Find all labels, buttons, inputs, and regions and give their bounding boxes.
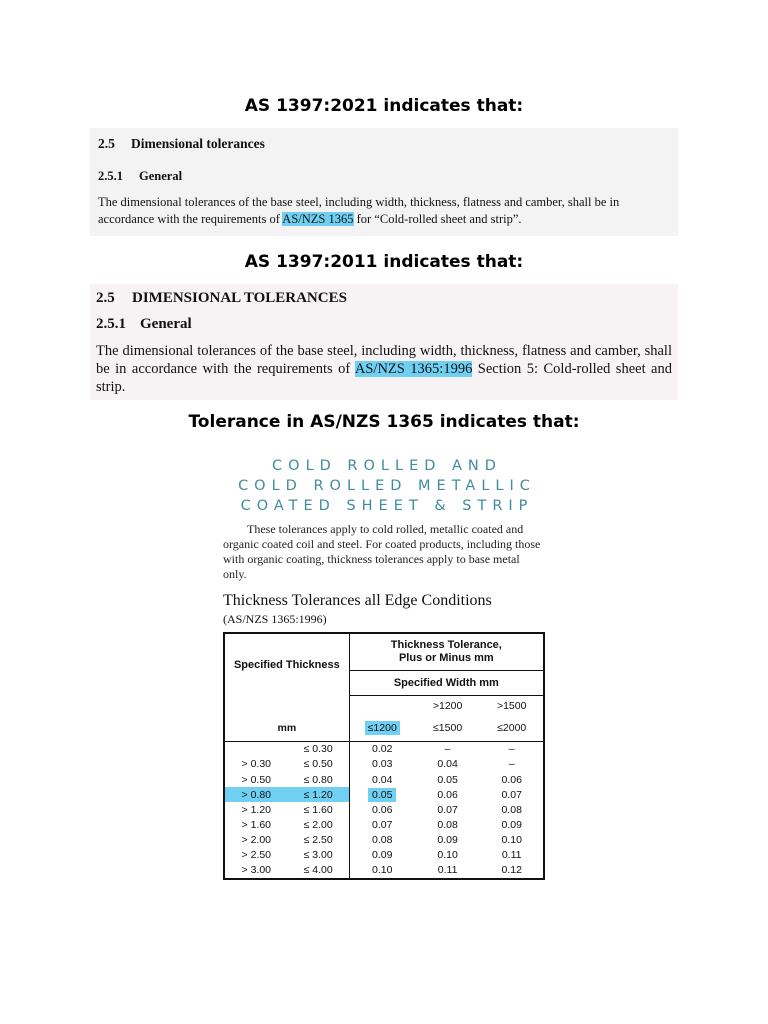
row-from [224,741,288,757]
row-to: ≤ 4.00 [288,863,350,879]
row-v1-text: 0.03 [372,758,393,771]
table-row [224,863,544,879]
brochure-title-line2: COLD ROLLED METALLIC [238,478,536,494]
excerpt-as1397-2011 [90,284,678,400]
width-col2-bottom: ≤1500 [415,716,481,741]
row-to: ≤ 1.60 [288,802,350,817]
row-v2: 0.09 [437,833,458,846]
row-v1 [349,757,415,772]
excerpt-as1397-2021 [90,128,678,236]
table-row [224,802,544,817]
width-col1-bottom-text: ≤1200 [365,721,400,735]
row-v1 [349,817,415,832]
table-row [224,847,544,862]
body-text-end: Section 5: Cold-rolled sheet and strip. [96,361,672,395]
row-v2: – [444,743,451,756]
highlighted-reference: AS/NZS 1365 [282,212,354,226]
heading-asnzs1365: Tolerance in AS/NZS 1365 indicates that: [188,412,580,432]
row-v1 [349,863,415,879]
brochure-intro [223,522,543,582]
row-v2: 0.05 [437,773,458,786]
row-v2: 0.10 [437,849,458,862]
row-v1-text: 0.02 [372,743,393,756]
row-v2: 0.06 [437,788,458,801]
section-number: 2.5 [96,290,115,306]
table-row [224,832,544,847]
row-to: ≤ 0.80 [288,772,350,787]
brochure-title-line1: COLD ROLLED AND [272,458,502,474]
brochure-title [222,456,552,516]
subsection-number: 2.5.1 [96,316,126,332]
row-v3: 0.06 [501,773,522,786]
row-to: ≤ 2.50 [288,832,350,847]
specified-thickness-header: Specified Thickness [224,633,349,696]
row-v1-text: 0.05 [368,788,396,802]
row-v1 [349,772,415,787]
row-v2: 0.07 [437,803,458,816]
width-col3-top: >1500 [496,700,527,713]
thickness-tolerance-table [223,632,545,880]
row-v1-text: 0.04 [372,773,393,786]
row-v1-text: 0.10 [372,864,393,877]
width-col1-top [349,696,415,716]
row-v2: 0.04 [437,758,458,771]
tolerance-header-line1: Thickness Tolerance, [390,639,502,652]
body-text: The dimensional tolerances of the base steel, including width, thickness, flatness and camber, shall be in accordance with the requirements of [98,195,620,226]
excerpt-body [96,342,672,396]
width-col1-bottom [349,716,415,741]
row-v3: 0.10 [501,833,522,846]
specified-width-header: Specified Width mm [349,671,544,696]
row-v1 [349,787,415,802]
section-title: DIMENSIONAL TOLERANCES [132,290,347,306]
row-from: > 3.00 [241,864,272,877]
row-from: > 0.30 [241,758,272,771]
row-v1-text: 0.09 [372,849,393,862]
row-from: > 2.00 [241,833,272,846]
row-v3: 0.12 [501,864,522,877]
table-row [224,772,544,787]
row-to: ≤ 0.30 [288,741,350,757]
row-v2: 0.11 [437,864,458,877]
row-v1 [349,741,415,757]
body-text: The dimensional tolerances of the base steel, including width, thickness, flatness and camber, shall be in accordance with the requirements of [96,343,672,377]
row-v3: 0.11 [501,849,522,862]
row-to: ≤ 3.00 [288,847,350,862]
row-v3: 0.07 [501,788,522,801]
table-row [224,817,544,832]
row-to: ≤ 1.20 [288,787,350,802]
row-v1 [349,802,415,817]
subsection-title: General [140,316,192,332]
row-from: > 1.20 [241,803,272,816]
section-number: 2.5 [98,136,115,151]
table-subtitle: (AS/NZS 1365:1996) [223,612,327,626]
width-col2-top: >1200 [432,700,463,713]
row-from: > 0.50 [241,773,272,786]
heading-as1397-2021: AS 1397:2021 indicates that: [244,96,524,116]
row-v2: 0.08 [437,818,458,831]
highlighted-reference: AS/NZS 1365:1996 [354,361,473,377]
table-row [224,741,544,757]
row-to: ≤ 0.50 [288,757,350,772]
subsection-number: 2.5.1 [98,169,123,183]
row-from: > 0.80 [224,787,288,802]
table-row-highlighted [224,787,544,802]
row-v1 [349,847,415,862]
heading-as1397-2011: AS 1397:2011 indicates that: [244,252,524,272]
row-from: > 1.60 [241,818,272,831]
tolerance-header-line2: Plus or Minus mm [398,652,494,665]
section-title: Dimensional tolerances [131,136,265,151]
row-v1-text: 0.08 [372,833,393,846]
row-v3: 0.08 [501,803,522,816]
subsection-title: General [139,169,183,183]
row-v1 [349,832,415,847]
table-row [224,757,544,772]
tolerance-header [349,633,544,671]
row-v3: – [508,758,515,771]
row-from: > 2.50 [241,849,272,862]
excerpt-body [98,194,670,228]
row-v3: – [508,743,515,756]
row-to: ≤ 2.00 [288,817,350,832]
row-v3: 0.09 [501,818,522,831]
brochure-title-line3: COATED SHEET & STRIP [240,498,534,514]
row-v1-text: 0.07 [372,818,393,831]
width-col3-bottom: ≤2000 [480,716,544,741]
body-text-end: for “Cold-rolled sheet and strip”. [353,212,522,226]
brochure-intro-text: These tolerances apply to cold rolled, metallic coated and organic coated coil and steel. For coated products, including those with organic coating, thickness tolerances apply to base metal only. [223,522,541,581]
row-v1-text: 0.06 [372,803,393,816]
unit-mm: mm [224,716,349,741]
tolerance-rows [224,741,544,879]
table-title: Thickness Tolerances all Edge Conditions [223,592,492,609]
